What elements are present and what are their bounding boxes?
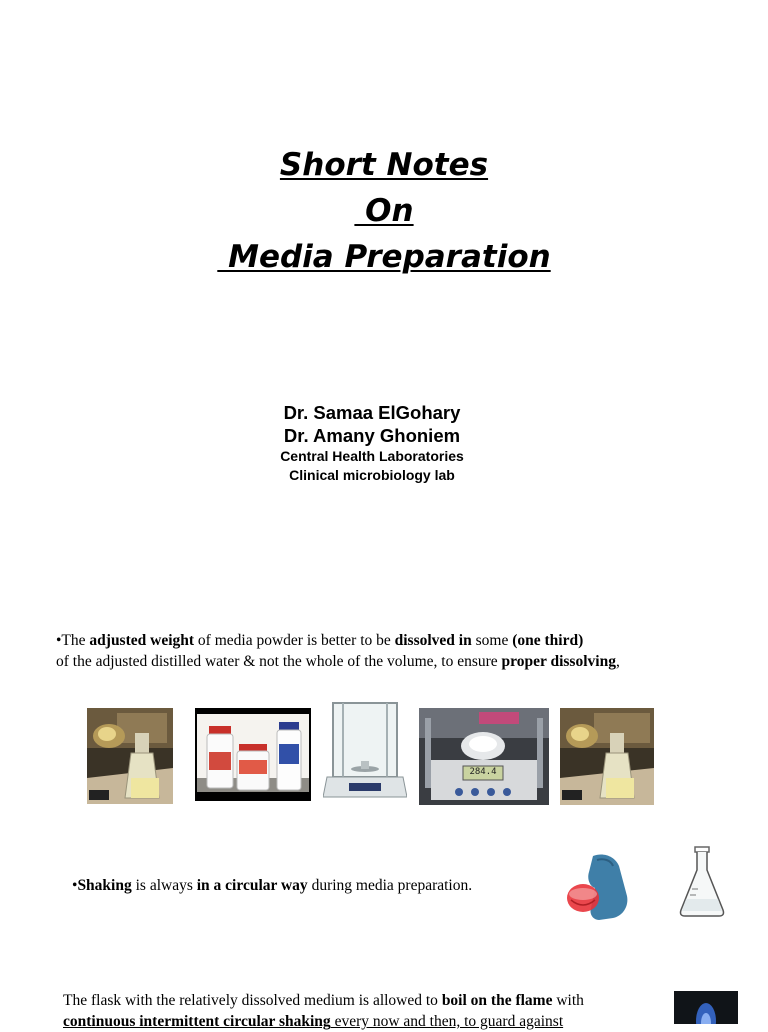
author-name-1: Dr. Samaa ElGohary (283, 402, 461, 423)
analytical-balance-illustration (323, 697, 407, 805)
text-run: is always (131, 877, 197, 894)
text-run: with (552, 992, 584, 1009)
photo-bunsen-flame (674, 991, 738, 1024)
bold-term: boil on the flame (441, 992, 553, 1009)
bold-term: adjusted weight (89, 632, 195, 649)
author-block (0, 401, 744, 485)
photo-media-bottles (195, 708, 311, 801)
photo-gloved-hand-flask (557, 850, 637, 922)
affiliation-2: Clinical microbiology lab (289, 467, 455, 483)
bold-term: continuous intermittent circular shaking (63, 1013, 331, 1030)
bullet: •The (56, 632, 90, 649)
text-run: during media preparation. (307, 877, 473, 894)
document-title (0, 142, 768, 280)
bunsen-flame-illustration (674, 991, 738, 1024)
title-line-2: On (354, 193, 414, 229)
text-run: The flask with the relatively dissolved medium is allowed to (63, 992, 442, 1009)
bold-term: (one third) (512, 632, 584, 649)
title-line-1: Short Notes (279, 147, 489, 183)
photo-erlenmeyer-flask (676, 843, 728, 921)
paragraph-dissolving (56, 630, 736, 672)
text-run: of the adjusted distilled water & not the whole of the volume, to ensure (56, 653, 502, 670)
text-run: , (615, 653, 620, 670)
paragraph-boiling (63, 990, 663, 1032)
balance-readout: 284.4 (469, 767, 497, 777)
photo-weighing-display (419, 708, 549, 805)
weighing-display-illustration (419, 708, 549, 805)
text-run: every now and then, to guard against (330, 1013, 564, 1030)
flask-pouring-2-illustration (560, 708, 654, 805)
affiliation-1: Central Health Laboratories (280, 448, 464, 464)
media-bottles-illustration (195, 708, 311, 801)
gloved-hand-flask-illustration (557, 850, 637, 922)
paragraph-shaking (72, 875, 552, 896)
text-run: of media powder is better to be (194, 632, 395, 649)
erlenmeyer-flask-icon (676, 843, 728, 921)
bold-term: proper dissolving (501, 653, 616, 670)
title-line-3: Media Preparation (217, 239, 551, 275)
text-run: some (471, 632, 513, 649)
author-name-2: Dr. Amany Ghoniem (283, 425, 461, 446)
photo-flask-pouring-2 (560, 708, 654, 805)
flask-pouring-illustration (87, 708, 173, 804)
photo-analytical-balance (323, 697, 407, 805)
bold-term: dissolved in (394, 632, 472, 649)
bold-term: in a circular way (196, 877, 308, 894)
bold-term: Shaking (77, 877, 132, 894)
bullet: • (72, 877, 78, 894)
photo-flask-pouring (87, 708, 173, 804)
